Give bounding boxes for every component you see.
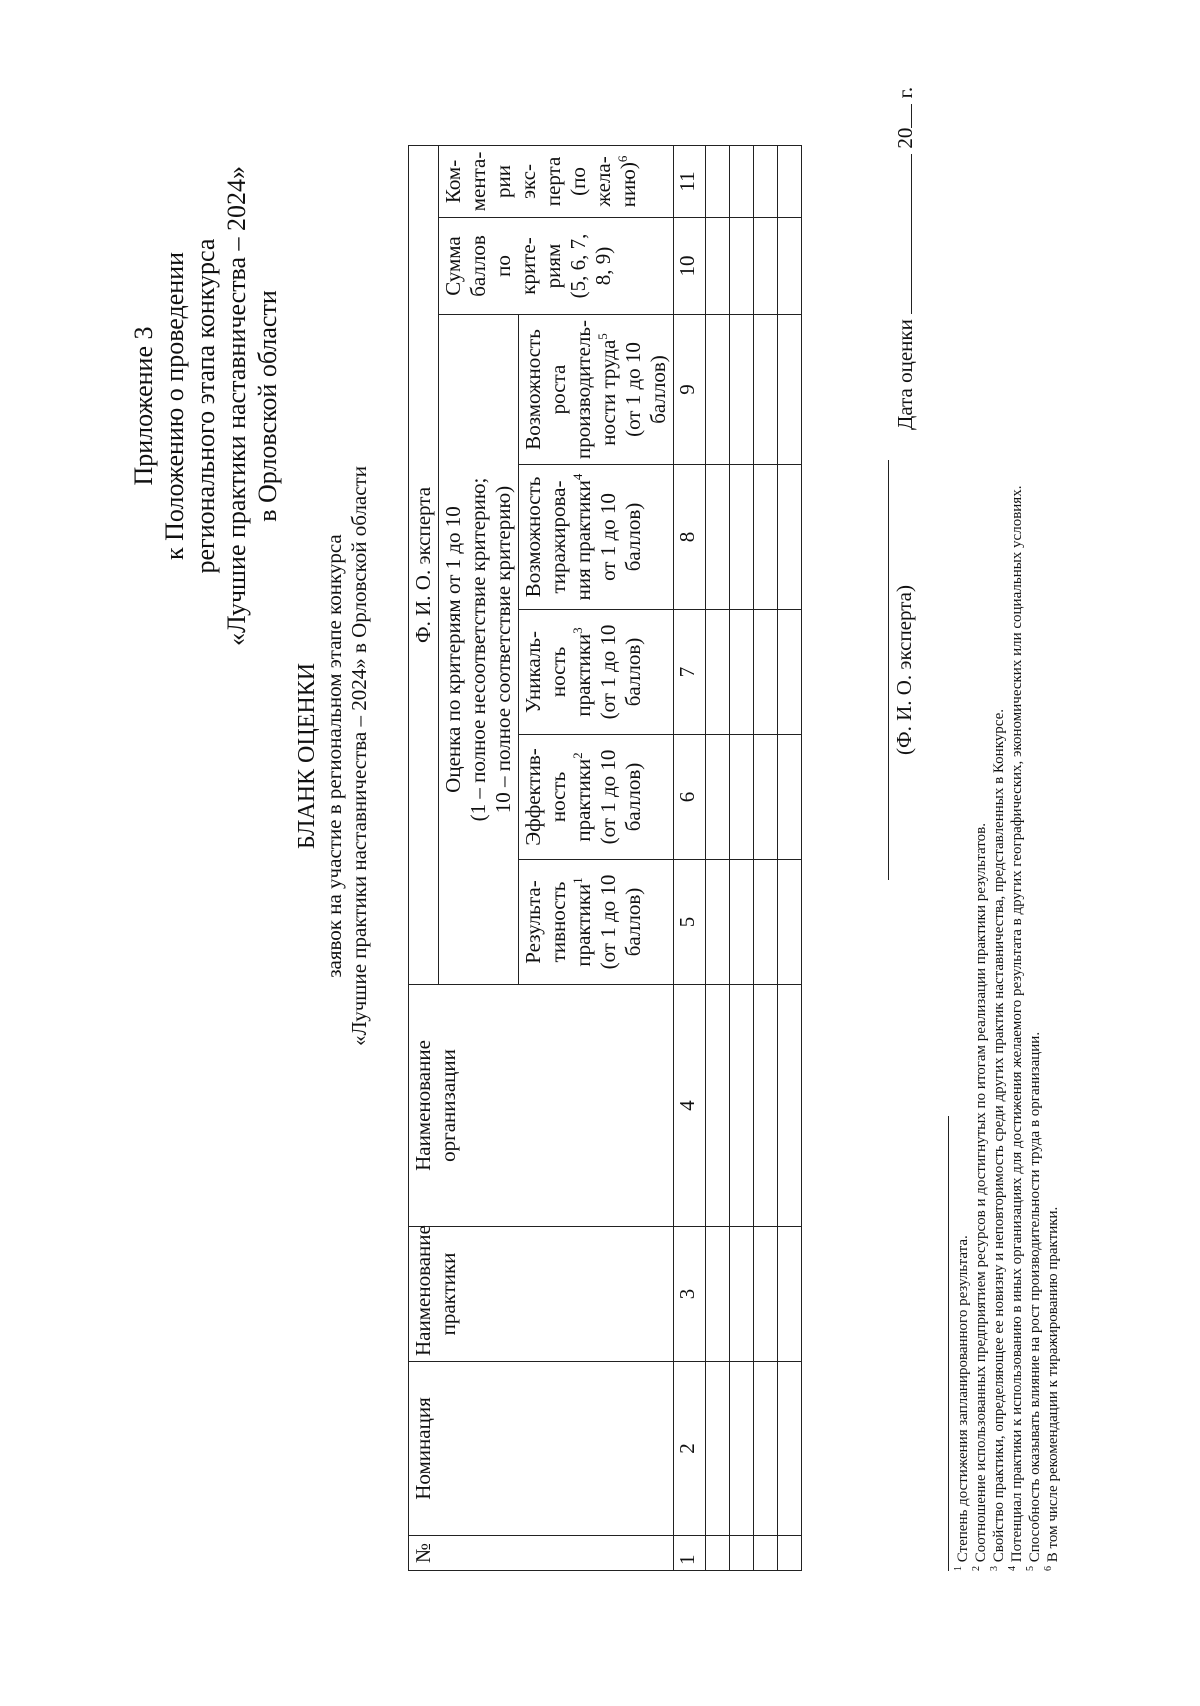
footnote <box>991 709 1008 1571</box>
criterion-line: (от 1 до 10 <box>596 874 620 970</box>
comment-text: нию) <box>616 162 640 208</box>
sum-line: риям <box>541 243 565 289</box>
empty-cell[interactable] <box>754 315 778 465</box>
empty-row <box>778 145 802 1570</box>
empty-cell[interactable] <box>706 1362 730 1536</box>
footnote <box>1009 486 1026 1571</box>
criterion-text: ности труда <box>596 339 620 446</box>
header-comments <box>439 145 674 217</box>
column-number-row <box>674 145 706 1570</box>
empty-cell[interactable] <box>778 1227 802 1362</box>
empty-cell[interactable] <box>754 985 778 1227</box>
empty-cell[interactable] <box>730 1362 754 1536</box>
evaluation-date <box>893 87 918 430</box>
criteria-line: Оценка по критериям от 1 до 10 <box>441 506 465 793</box>
criterion-line: тивность <box>546 881 570 963</box>
footnote-text: Свойство практики, определяющее ее новизну и неповторимость среди других практик наставничества, представленных в Конкурсе. <box>991 708 1007 1563</box>
criterion-line: ность <box>546 771 570 823</box>
appendix-line: к Положению о проведении <box>160 251 189 561</box>
empty-cell[interactable] <box>778 1536 802 1571</box>
comment-line: (по <box>566 167 590 196</box>
empty-cell[interactable] <box>730 145 754 217</box>
criteria-line: 10 – полное соответствие критерию) <box>491 485 515 814</box>
empty-row <box>754 145 778 1570</box>
header-criterion-result <box>519 860 674 985</box>
date-label: Дата оценки <box>893 319 917 430</box>
header-number: № <box>409 1536 674 1571</box>
empty-cell[interactable] <box>706 860 730 985</box>
criterion-line: баллов) <box>646 355 670 424</box>
comment-line: экс- <box>516 163 540 199</box>
footnote-text: Потенциал практики к использованию в иных организациях для достижения желаемого результата в других географических, экономических или социальных условиях. <box>1009 485 1025 1563</box>
form-subtitle: заявок на участие в региональном этапе конкурса <box>322 534 346 978</box>
year-suffix: г. <box>893 86 917 99</box>
empty-cell[interactable] <box>730 1227 754 1362</box>
criteria-line: (1 – полное несоответствие критерию; <box>466 477 490 822</box>
footnote <box>1027 1032 1044 1571</box>
footnote <box>955 1235 972 1571</box>
empty-cell[interactable] <box>730 985 754 1227</box>
empty-cell[interactable] <box>706 218 730 315</box>
criterion-line: от 1 до 10 <box>596 493 620 581</box>
criterion-line <box>596 320 621 459</box>
empty-cell[interactable] <box>754 465 778 610</box>
column-number: 3 <box>674 1227 706 1362</box>
header-criterion-uniqueness <box>519 610 674 735</box>
empty-cell[interactable] <box>754 860 778 985</box>
criterion-line: (от 1 до 10 <box>596 749 620 845</box>
footnote-text: Способность оказывать влияние на рост производительности труда в организации. <box>1027 1031 1043 1563</box>
footnote-separator <box>948 1116 949 1571</box>
footnote-number: 4 <box>1007 1566 1018 1571</box>
empty-cell[interactable] <box>730 465 754 610</box>
footnote-text: Степень достижения запланированного результата. <box>955 1235 971 1563</box>
criterion-line: Эффектив- <box>521 748 545 846</box>
empty-cell[interactable] <box>754 218 778 315</box>
sum-line: крите- <box>516 237 540 295</box>
empty-cell[interactable] <box>754 1536 778 1571</box>
criterion-line: роста <box>546 364 570 415</box>
header-sum <box>439 218 674 315</box>
empty-cell[interactable] <box>730 218 754 315</box>
header-criterion-replicability <box>519 465 674 610</box>
footnote <box>973 823 990 1571</box>
criterion-line: ность <box>546 646 570 698</box>
criterion-line <box>571 615 596 729</box>
empty-cell[interactable] <box>706 985 730 1227</box>
sum-line: Сумма <box>441 236 465 296</box>
header-expert-name: Ф. И. О. эксперта <box>409 145 439 984</box>
comment-line: жела- <box>591 156 615 207</box>
column-number: 1 <box>674 1536 706 1571</box>
appendix-number: Приложение 3 <box>129 326 158 486</box>
empty-cell[interactable] <box>778 985 802 1227</box>
empty-cell[interactable] <box>706 735 730 860</box>
sum-line: по <box>491 255 515 277</box>
column-number: 7 <box>674 610 706 735</box>
footnote-ref: 6 <box>615 155 630 163</box>
empty-cell[interactable] <box>778 860 802 985</box>
empty-cell[interactable] <box>754 735 778 860</box>
sum-line: (5, 6, 7, <box>566 233 590 299</box>
criterion-line: (от 1 до 10 <box>596 624 620 720</box>
footnote-text: В том числе рекомендации к тиражированию практики. <box>1045 1206 1061 1563</box>
empty-row <box>706 145 730 1570</box>
header-criterion-productivity <box>519 315 674 465</box>
column-number: 5 <box>674 860 706 985</box>
header-criterion-efficiency <box>519 735 674 860</box>
footnote-text: Соотношение использованных предприятием ресурсов и достигнутых по итогам реализации практики результатов. <box>973 823 989 1563</box>
appendix-line: в Орловской области <box>253 290 282 522</box>
footnote-ref: 2 <box>570 752 585 759</box>
empty-cell[interactable] <box>754 1227 778 1362</box>
criterion-line: (от 1 до 10 <box>621 342 645 437</box>
empty-cell[interactable] <box>778 1362 802 1536</box>
column-number: 6 <box>674 735 706 860</box>
column-number: 11 <box>674 145 706 217</box>
criterion-line <box>571 470 596 604</box>
empty-cell[interactable] <box>778 145 802 217</box>
empty-cell[interactable] <box>706 610 730 735</box>
column-number: 10 <box>674 218 706 315</box>
criterion-line <box>571 865 596 979</box>
footnote-number: 5 <box>1025 1566 1036 1571</box>
criterion-line: Возможность <box>521 329 545 450</box>
empty-cell[interactable] <box>778 315 802 465</box>
empty-cell[interactable] <box>730 315 754 465</box>
appendix-line: регионального этапа конкурса <box>191 238 220 574</box>
criterion-line: баллов) <box>621 637 645 707</box>
sum-line: баллов <box>466 235 490 297</box>
criterion-line: Результа- <box>521 880 545 964</box>
empty-cell[interactable] <box>706 1536 730 1571</box>
footnote-ref: 1 <box>570 877 585 884</box>
column-number: 9 <box>674 315 706 465</box>
empty-cell[interactable] <box>730 1536 754 1571</box>
empty-cell[interactable] <box>754 145 778 217</box>
comment-line: Ком- <box>441 159 465 204</box>
expert-signature-caption: (Ф. И. О. эксперта) <box>892 585 916 755</box>
comment-line: рии <box>491 164 515 198</box>
footnote-number: 1 <box>953 1566 964 1571</box>
criterion-text: практики <box>571 883 595 967</box>
empty-cell[interactable] <box>706 145 730 217</box>
empty-cell[interactable] <box>778 735 802 860</box>
criterion-line: баллов) <box>621 762 645 832</box>
empty-cell[interactable] <box>706 465 730 610</box>
header-criteria <box>439 315 519 985</box>
sum-line: 8, 9) <box>591 246 615 286</box>
column-number: 2 <box>674 1362 706 1536</box>
criterion-text: практики <box>571 758 595 842</box>
criterion-line: баллов) <box>621 502 645 572</box>
criterion-line: баллов) <box>621 887 645 957</box>
criterion-line: Уникаль- <box>521 631 545 713</box>
comment-line: мента- <box>466 151 490 212</box>
empty-cell[interactable] <box>778 218 802 315</box>
footnote-ref: 3 <box>570 627 585 634</box>
evaluation-table <box>408 145 802 1571</box>
form-title: БЛАНК ОЦЕНКИ <box>294 662 320 850</box>
year-prefix: 20 <box>893 127 917 149</box>
form-subtitle: «Лучшие практики наставничества – 2024» в Орловской области <box>347 466 371 1046</box>
criterion-text: ния практики <box>571 480 595 601</box>
empty-cell[interactable] <box>706 1227 730 1362</box>
empty-cell[interactable] <box>754 610 778 735</box>
empty-cell[interactable] <box>730 860 754 985</box>
footnote <box>1045 1207 1062 1571</box>
date-blank[interactable] <box>893 154 912 314</box>
empty-cell[interactable] <box>754 1362 778 1536</box>
column-number: 4 <box>674 985 706 1227</box>
empty-cell[interactable] <box>730 735 754 860</box>
criterion-line: тиражирова- <box>546 480 570 594</box>
header-nomination: Номинация <box>409 1362 674 1536</box>
comment-line: перта <box>541 156 565 207</box>
criterion-line <box>571 740 596 854</box>
empty-cell[interactable] <box>730 610 754 735</box>
appendix-line: «Лучшие практики наставничества – 2024» <box>222 165 251 647</box>
empty-cell[interactable] <box>778 465 802 610</box>
footnote-number: 6 <box>1043 1566 1054 1571</box>
footnote-number: 2 <box>971 1566 982 1571</box>
footnote-number: 3 <box>989 1566 1000 1571</box>
appendix-header <box>128 46 283 766</box>
header-practice-name: Наименование практики <box>409 1227 674 1362</box>
criterion-line: Возможность <box>521 476 545 598</box>
comment-line <box>616 151 641 212</box>
year-blank[interactable] <box>893 104 912 128</box>
empty-row <box>730 145 754 1570</box>
form-title-block <box>292 326 372 1186</box>
header-org-name: Наименование организации <box>409 985 674 1227</box>
criterion-line: производитель- <box>571 320 595 459</box>
empty-cell[interactable] <box>706 315 730 465</box>
footnote-ref: 4 <box>570 473 585 481</box>
footnote-ref: 5 <box>595 333 610 340</box>
criterion-text: практики <box>571 633 595 717</box>
empty-cell[interactable] <box>778 610 802 735</box>
column-number: 8 <box>674 465 706 610</box>
